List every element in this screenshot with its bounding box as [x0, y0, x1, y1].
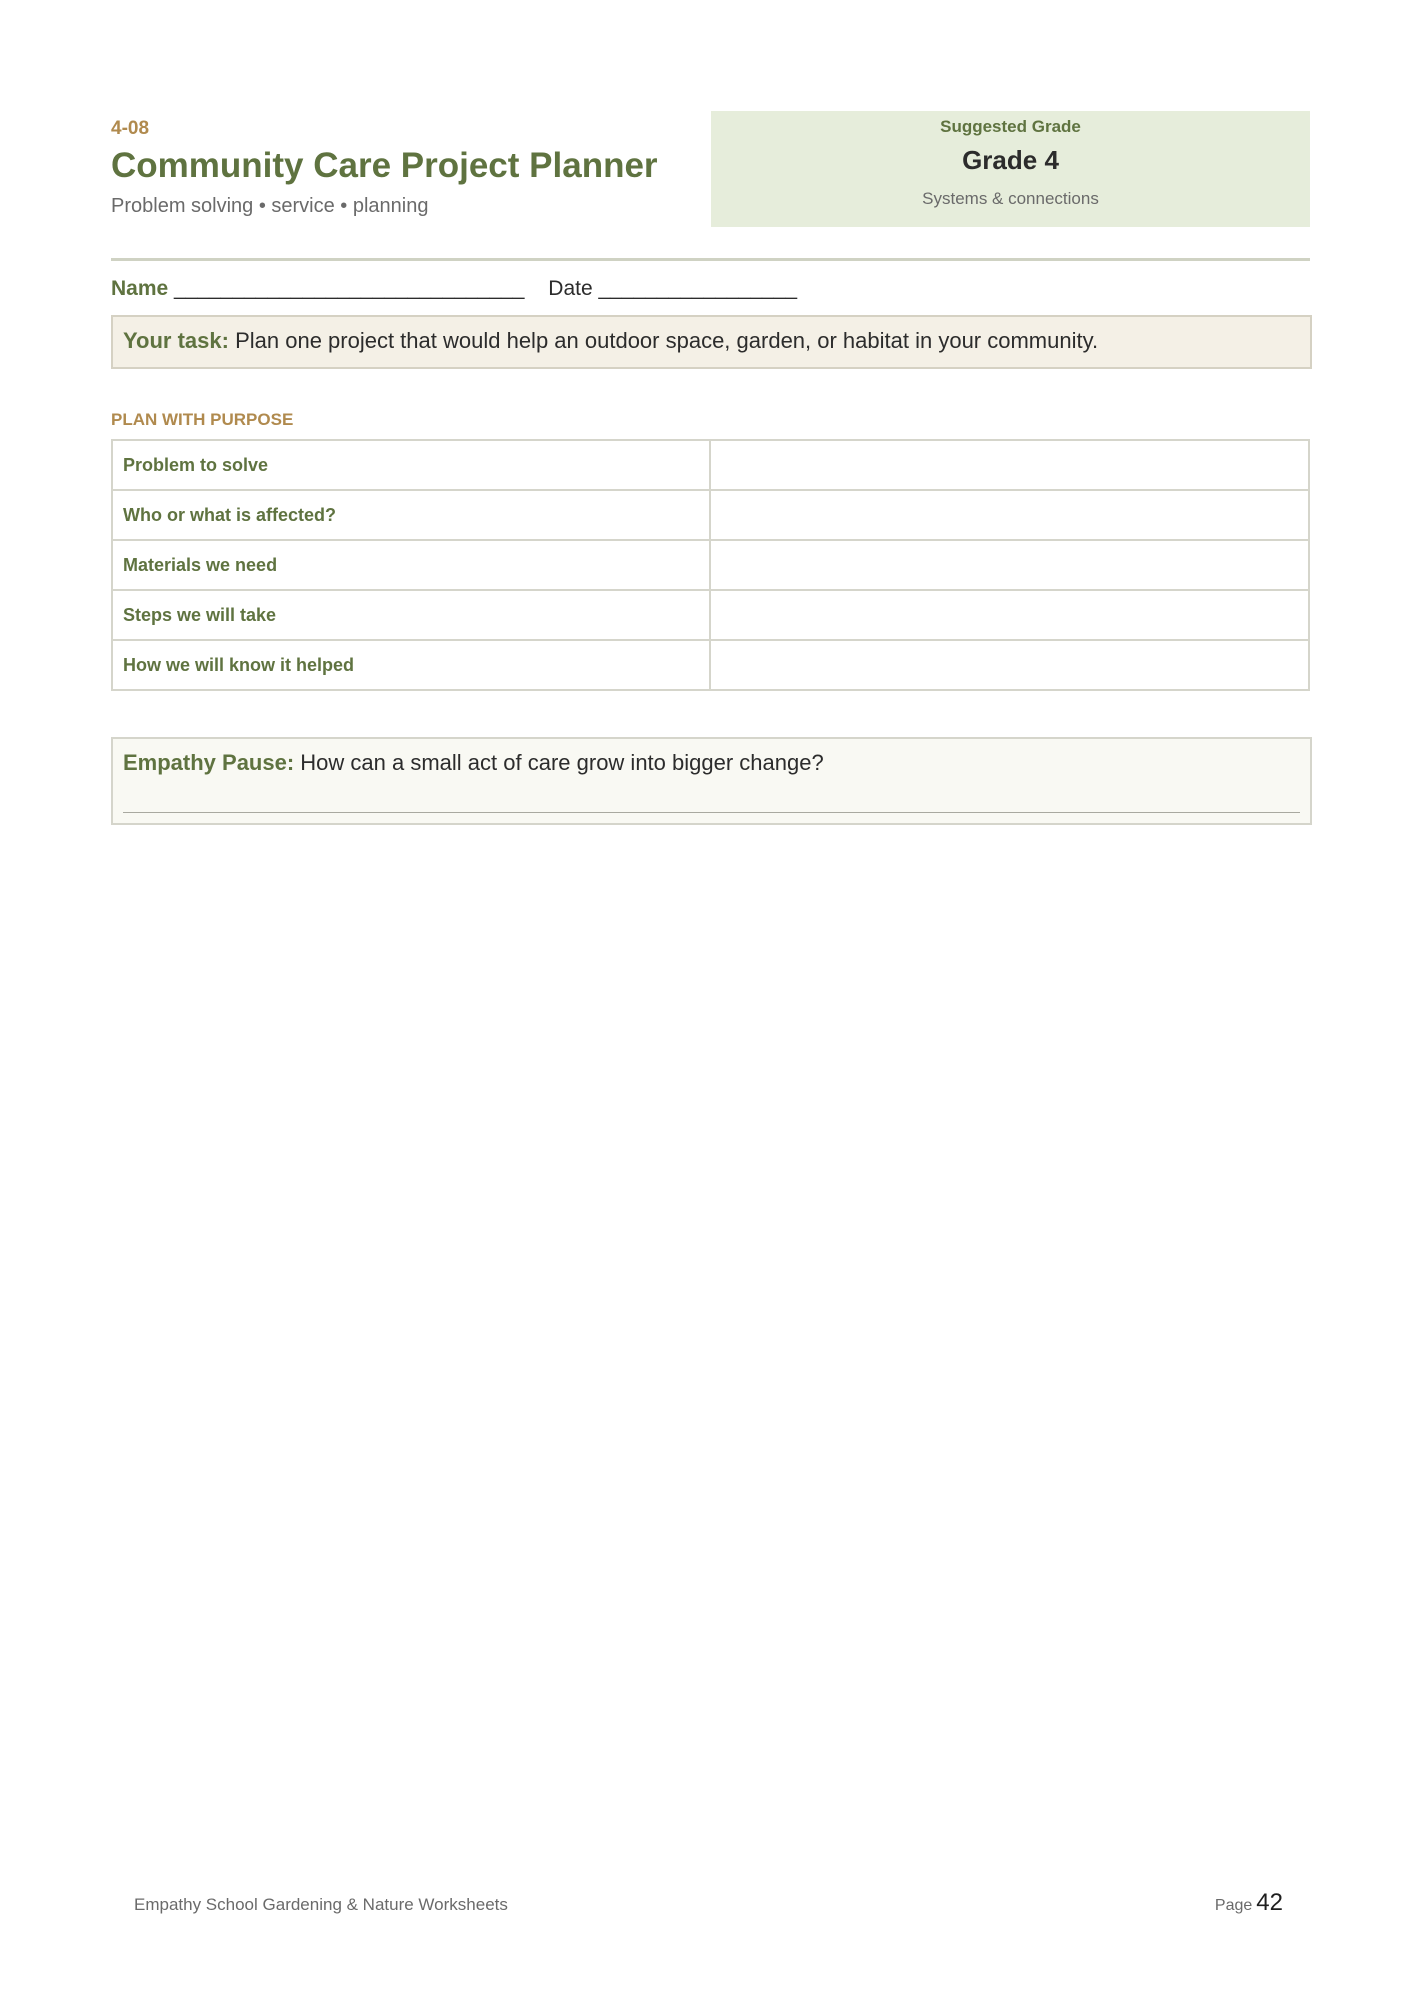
empathy-question: How can a small act of care grow into bigger change?: [300, 750, 824, 775]
page-word: Page: [1214, 1897, 1253, 1914]
plan-section-heading: PLAN WITH PURPOSE: [111, 410, 294, 429]
answer-cell-problem[interactable]: [710, 440, 1309, 490]
row-label-helped: How we will know it helped: [112, 640, 710, 690]
grade-note: Systems & connections: [922, 189, 1099, 208]
task-text: Plan one project that would help an outdoor space, garden, or habitat in your community.: [235, 328, 1099, 353]
answer-cell-helped[interactable]: [710, 640, 1309, 690]
table-row: [112, 640, 1309, 690]
name-label: Name: [111, 277, 169, 300]
task-label: Your task:: [123, 328, 229, 353]
header-divider: [111, 258, 1310, 261]
worksheet-code: 4-08: [111, 118, 150, 139]
table-row: [112, 590, 1309, 640]
task-box: [111, 315, 1312, 369]
row-label-problem: Problem to solve: [112, 440, 710, 490]
footer-source: Empathy School Gardening & Nature Worksheets: [134, 1895, 508, 1914]
plan-table: [111, 439, 1310, 691]
row-label-steps: Steps we will take: [112, 590, 710, 640]
suggested-grade-label: Suggested Grade: [940, 117, 1081, 136]
suggested-grade-box: [711, 111, 1310, 227]
table-row: [112, 440, 1309, 490]
empathy-label: Empathy Pause:: [123, 750, 295, 775]
worksheet-subtitle: Problem solving • service • planning: [111, 195, 429, 217]
empathy-prompt: [123, 750, 824, 776]
date-field[interactable]: _________________: [598, 277, 798, 300]
row-label-affected: Who or what is affected?: [112, 490, 710, 540]
task-statement: [123, 328, 1098, 354]
page-number-value: 42: [1256, 1889, 1283, 1916]
empathy-answer-line[interactable]: [123, 812, 1300, 813]
answer-cell-affected[interactable]: [710, 490, 1309, 540]
grade-value: Grade 4: [962, 145, 1059, 175]
answer-cell-steps[interactable]: [710, 590, 1309, 640]
answer-cell-materials[interactable]: [710, 540, 1309, 590]
table-row: [112, 490, 1309, 540]
empathy-pause-box: [111, 737, 1312, 825]
page-number: [1215, 1889, 1283, 1917]
name-field[interactable]: ______________________________: [174, 277, 525, 300]
table-row: [112, 540, 1309, 590]
name-date-line: [111, 277, 797, 301]
worksheet-title: Community Care Project Planner: [111, 146, 658, 185]
row-label-materials: Materials we need: [112, 540, 710, 590]
date-label: Date: [548, 277, 593, 300]
